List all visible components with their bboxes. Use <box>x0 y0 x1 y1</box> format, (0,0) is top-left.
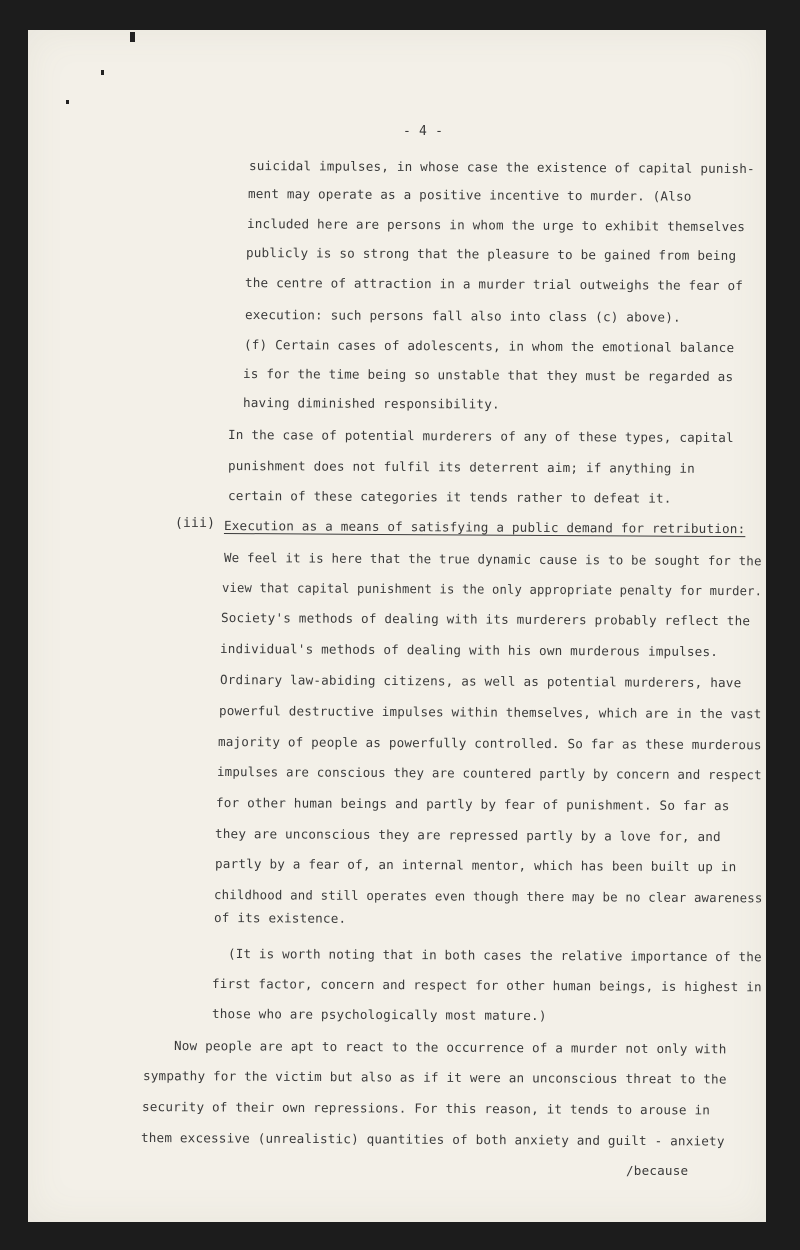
text-line: those who are psychologically most mature.) <box>211 1006 547 1024</box>
text-line: In the case of potential murderers of any of these types, capital <box>227 427 734 446</box>
text-line: view that capital punishment is the only appropriate penalty for murder. <box>221 580 763 599</box>
text-line: punishment does not fulfil its deterrent aim; if anything in <box>227 458 695 476</box>
text-line: publicly is so strong that the pleasure to be gained from being <box>245 245 737 263</box>
text-line: security of their own repressions. For this reason, it tends to arouse in <box>141 1099 711 1118</box>
text-line: partly by a fear of, an internal mentor, which has been built up in <box>214 856 737 875</box>
text-line: Ordinary law-abiding citizens, as well as potential murderers, have <box>219 672 742 691</box>
text-line: of its existence. <box>213 910 347 926</box>
section-label: (iii) <box>175 516 216 531</box>
text-line: (f) Certain cases of adolescents, in whom the emotional balance <box>243 337 735 355</box>
page-number: - 4 - <box>403 124 444 139</box>
text-line: sympathy for the victim but also as if it were an unconscious threat to the <box>142 1068 727 1087</box>
text-line: impulses are conscious they are countered partly by concern and respect <box>216 764 762 783</box>
text-line: them excessive (unrealistic) quantities of both anxiety and guilt - anxiety <box>140 1130 725 1149</box>
text-line: having diminished responsibility. <box>242 395 500 412</box>
text-line: they are unconscious they are repressed partly by a love for, and <box>214 826 721 845</box>
ink-speck <box>66 100 69 104</box>
text-line: certain of these categories it tends rather to defeat it. <box>227 488 672 506</box>
text-line: first factor, concern and respect for other human beings, is highest in <box>211 976 762 995</box>
text-line: powerful destructive impulses within themselves, which are in the vast <box>218 703 762 722</box>
text-line: Now people are apt to react to the occurrence of a murder not only with <box>173 1038 727 1057</box>
text-line: execution: such persons fall also into class (c) above). <box>244 307 681 325</box>
text-line: childhood and still operates even though there may be no clear awareness <box>213 887 763 906</box>
text-line: included here are persons in whom the urge to exhibit themselves <box>246 216 746 235</box>
text-line: ment may operate as a positive incentive to murder. (Also <box>247 186 692 204</box>
punch-mark <box>130 32 135 42</box>
ink-speck <box>101 70 104 75</box>
text-line: (It is worth noting that in both cases the relative importance of the <box>227 946 762 965</box>
text-line: for other human beings and partly by fear of punishment. So far as <box>215 795 730 814</box>
catchword: /because <box>626 1163 689 1178</box>
text-line: the centre of attraction in a murder trial outweighs the fear of <box>244 275 744 294</box>
text-line: individual's methods of dealing with his own murderous impulses. <box>219 641 719 660</box>
section-heading: Execution as a means of satisfying a public demand for retribution: <box>223 518 746 537</box>
text-line: is for the time being so unstable that they must be regarded as <box>242 366 734 384</box>
text-line: Society's methods of dealing with its murderers probably reflect the <box>220 610 751 629</box>
text-line: majority of people as powerfully controlled. So far as these murderous <box>217 734 762 753</box>
text-line: We feel it is here that the true dynamic cause is to be sought for the <box>223 550 762 569</box>
text-line: suicidal impulses, in whose case the existence of capital punish- <box>248 158 755 177</box>
